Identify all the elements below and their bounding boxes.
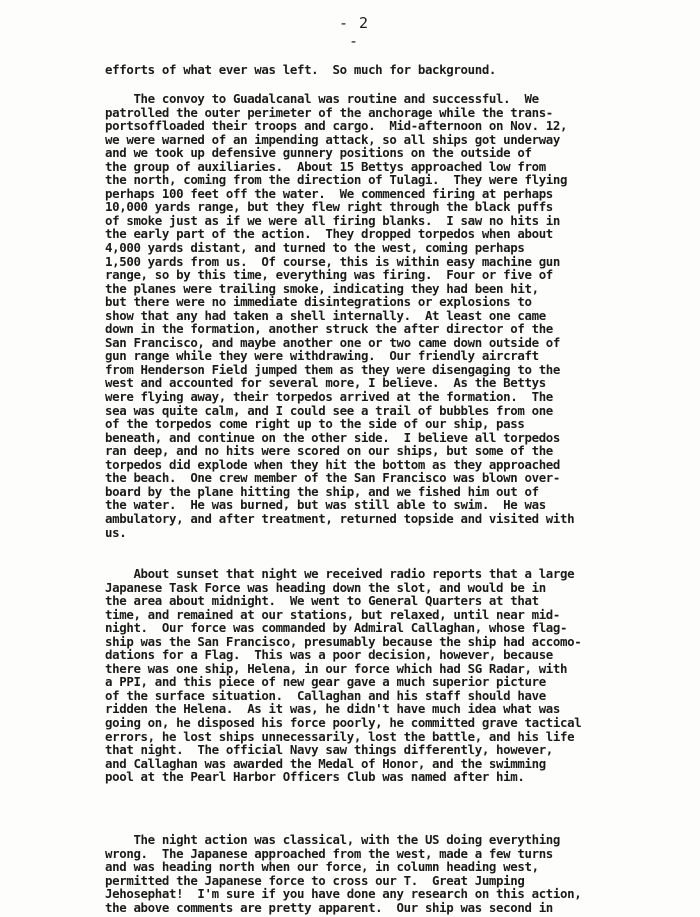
text-line: ambulatory, and after treatment, returned topside and visited with [105, 510, 575, 526]
text-line: the group of auxiliaries. About 15 Bettys approached low from [105, 158, 546, 174]
text-line: from Henderson Field jumped them as they were disengaging to the [105, 361, 561, 377]
text-line: down in the formation, another struck the after director of the [105, 321, 553, 337]
text-line: errors, he lost ships unnecessarily, lost the battle, and his life [105, 728, 575, 744]
text-line: the above comments are pretty apparent. Our ship was second in [105, 899, 553, 915]
text-line: About sunset that night we received radio reports that a large [105, 566, 575, 581]
text-line: going on, he disposed his force poorly, he committed grave tactical [105, 715, 582, 731]
text-line: but there were no immediate disintegrations or explosions to [105, 294, 532, 310]
text-line: The night action was classical, with the US doing everything [105, 832, 561, 847]
text-line: we were warned of an impending attack, so all ships got underway [105, 131, 561, 147]
text-line: time, and remained at our stations, but relaxed, until near mid- [105, 606, 561, 622]
text-line: range, so by this time, everything was firing. Four or five of [105, 267, 553, 283]
text-line: torpedos did explode when they hit the bottom as they approached [105, 456, 561, 472]
text-line: that night. The official Navy saw things differently, however, [105, 742, 553, 758]
text-line: of smoke just as if we were all firing blanks. I saw no hits in [105, 212, 561, 228]
text-line: and we took up defensive gunnery positions on the outside of [105, 145, 532, 161]
text-line: and was heading north when our force, in column heading west, [105, 859, 539, 875]
text-line: there was one ship, Helena, in our force which had SG Radar, with [105, 660, 568, 676]
text-line: pool at the Pearl Harbor Officers Club was named after him. [105, 769, 525, 785]
text-line: a PPI, and this piece of new gear gave a much superior picture [105, 674, 546, 690]
text-line: the north, coming from the direction of Tulagi. They were flying [105, 172, 568, 188]
paragraph-1 [105, 63, 665, 77]
text-line: of the torpedos come right up to the side of our ship, pass [105, 416, 525, 432]
text-line: beneath, and continue on the other side. I believe all torpedos [105, 429, 561, 445]
text-line: and Callaghan was awarded the Medal of Honor, and the swimming [105, 755, 546, 771]
text-line: board by the plane hitting the ship, and we fished him out of [105, 483, 539, 499]
text-line: were flying away, their torpedos arrived at the formation. The [105, 389, 553, 405]
text-line: ran deep, and no hits were scored on our ships, but some of the [105, 443, 553, 459]
text-line: permitted the Japanese force to cross our T. Great Jumping [105, 872, 525, 888]
text-line: the planes were trailing smoke, indicating they had been hit, [105, 280, 539, 296]
paragraph-2 [105, 92, 665, 539]
text-line: portsoffloaded their troops and cargo. Mid-afternoon on Nov. 12, [105, 118, 568, 134]
text-line: efforts of what ever was left. So much for background. [105, 62, 497, 77]
text-line: 1,500 yards from us. Of course, this is within easy machine gun [105, 253, 561, 269]
text-line: patrolled the outer perimeter of the anchorage while the trans- [105, 104, 553, 120]
text-line: San Francisco, and maybe another one or two came down outside of [105, 334, 561, 350]
text-line: perhaps 100 feet off the water. We commenced firing at perhaps [105, 185, 553, 201]
text-line: The convoy to Guadalcanal was routine and successful. We [105, 91, 539, 106]
text-line: us. [105, 524, 127, 540]
text-line: west and accounted for several more, I believe. As the Bettys [105, 375, 546, 391]
text-line: gun range while they were withdrawing. Our friendly aircraft [105, 348, 539, 364]
paragraph-3 [105, 567, 665, 784]
text-line: 4,000 yards distant, and turned to the west, coming perhaps [105, 240, 525, 256]
text-line: wrong. The Japanese approached from the west, made a few turns [105, 845, 553, 861]
text-line: 10,000 yards range, but they flew right through the black puffs [105, 199, 553, 215]
text-line: ship was the San Francisco, presumably because the ship had accomo- [105, 633, 582, 649]
text-line: the early part of the action. They dropped torpedos when about [105, 226, 553, 242]
text-line: night. Our force was commanded by Admiral Callaghan, whose flag- [105, 620, 568, 636]
text-line: Jehosephat! I'm sure if you have done any research on this action, [105, 886, 582, 902]
page-number: - 2 - [338, 14, 370, 50]
text-line: ridden the Helena. As it was, he didn't have much idea what was [105, 701, 561, 717]
text-line: sea was quite calm, and I could see a trail of bubbles from one [105, 402, 553, 418]
text-line: show that any had taken a shell internally. At least one came [105, 307, 546, 323]
text-line: the beach. One crew member of the San Francisco was blown over- [105, 470, 561, 486]
text-line: the area about midnight. We went to General Quarters at that [105, 593, 539, 609]
text-line: the water. He was burned, but was still able to swim. He was [105, 497, 546, 513]
text-line: Japanese Task Force was heading down the slot, and would be in [105, 579, 546, 595]
text-line: dations for a Flag. This was a poor decision, however, because [105, 647, 553, 663]
paragraph-4 [105, 833, 665, 914]
text-line: of the surface situation. Callaghan and his staff should have [105, 687, 546, 703]
